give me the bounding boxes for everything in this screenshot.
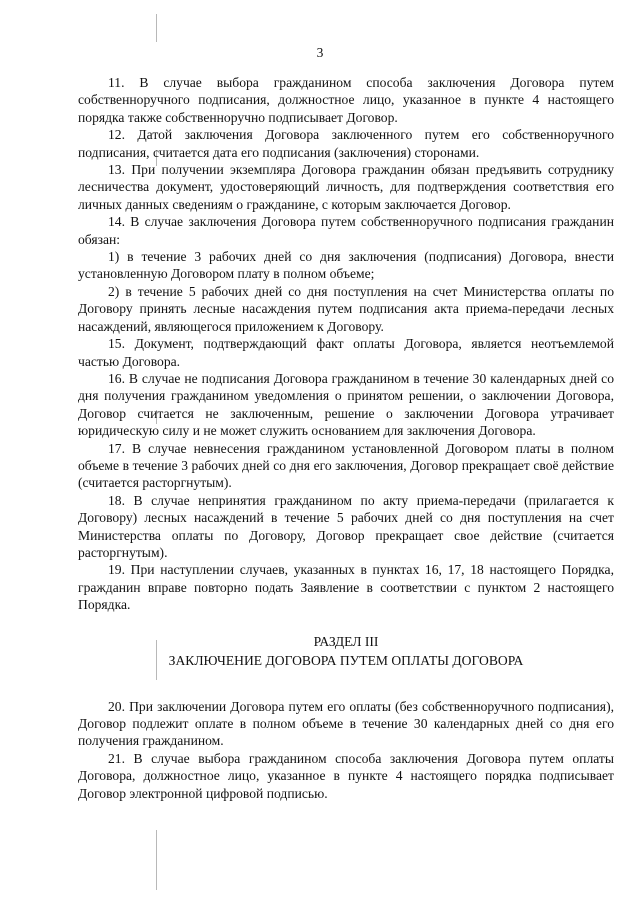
paragraph-11: 11. В случае выбора гражданином способа заключения Договора путем собственноручного подписания, должностное лицо, указанное в пункте 4 настоящего порядка также собственноручно подписывает Договор.: [78, 75, 614, 125]
paragraph-18: 18. В случае непринятия гражданином по акту приема-передачи (прилагается к Договору) лесных насаждений в течение 5 рабочих дней со дня поступления на счет Министерства оплаты по Договору, Договор прекращает свое действие (считается расторгнутым).: [78, 492, 614, 560]
paragraph-14: 14. В случае заключения Договора путем собственноручного подписания гражданин обязан:: [78, 214, 614, 247]
paragraph-17: 17. В случае невнесения гражданином установленной Договором платы в полном объеме в течение 3 рабочих дней со дня его заключения, Договор прекращает своё действие (считается расторгнутым).: [78, 440, 614, 491]
scan-artifact-line: [156, 14, 157, 42]
paragraph-14-item-1: 1) в течение 3 рабочих дней со дня заключения (подписания) Договора, внести установленную Договором плату в полном объеме;: [78, 249, 614, 282]
document-body: [78, 74, 614, 802]
section-label: РАЗДЕЛ III: [313, 633, 379, 649]
page-number: 3: [316, 45, 324, 60]
paragraph-12: 12. Датой заключения Договора заключенного путем его собственноручного подписания, считается дата его подписания (заключения) сторонами.: [78, 127, 614, 160]
paragraph-13: 13. При получении экземпляра Договора гражданин обязан предъявить сотруднику лесничества документ, удостоверяющий личность, для подтверждения соответствия его личных данных сведениям о гражданине, с которым заключается Договор.: [78, 162, 614, 212]
paragraph-15: 15. Документ, подтверждающий факт оплаты Договора, является неотъемлемой частью Договора.: [78, 336, 614, 369]
paragraph-19: 19. При наступлении случаев, указанных в пунктах 16, 17, 18 настоящего Порядка, гражданин вправе повторно подать Заявление в соответствии с пунктом 2 настоящего Порядка.: [78, 562, 614, 613]
paragraph-14-item-2: 2) в течение 5 рабочих дней со дня поступления на счет Министерства оплаты по Договору принять лесные насаждения путем подписания акта приема-передачи лесных насаждений, являющегося приложением к Договору.: [78, 283, 614, 334]
section-title: ЗАКЛЮЧЕНИЕ ДОГОВОРА ПУТЕМ ОПЛАТЫ ДОГОВОРА: [168, 652, 524, 668]
scan-artifact-line: [156, 830, 157, 890]
paragraph-16: 16. В случае не подписания Договора гражданином в течение 30 календарных дней со дня получения гражданином уведомления о принятом решении, о заключении Договора, Договор считается не заключенным, решение о заключении Договора утрачивает юридическую силу и не может служить основанием для заключения Договора.: [78, 370, 614, 439]
paragraph-21: 21. В случае выбора гражданином способа заключения Договора путем оплаты Договора, должностное лицо, указанное в пункте 4 настоящего порядка подписывает Договор электронной цифровой подписью.: [78, 750, 614, 801]
paragraph-20: 20. При заключении Договора путем его оплаты (без собственноручного подписания), Договор подлежит оплате в полном объеме в течение 30 календарных дней со дня его получения гражданином.: [78, 698, 614, 749]
